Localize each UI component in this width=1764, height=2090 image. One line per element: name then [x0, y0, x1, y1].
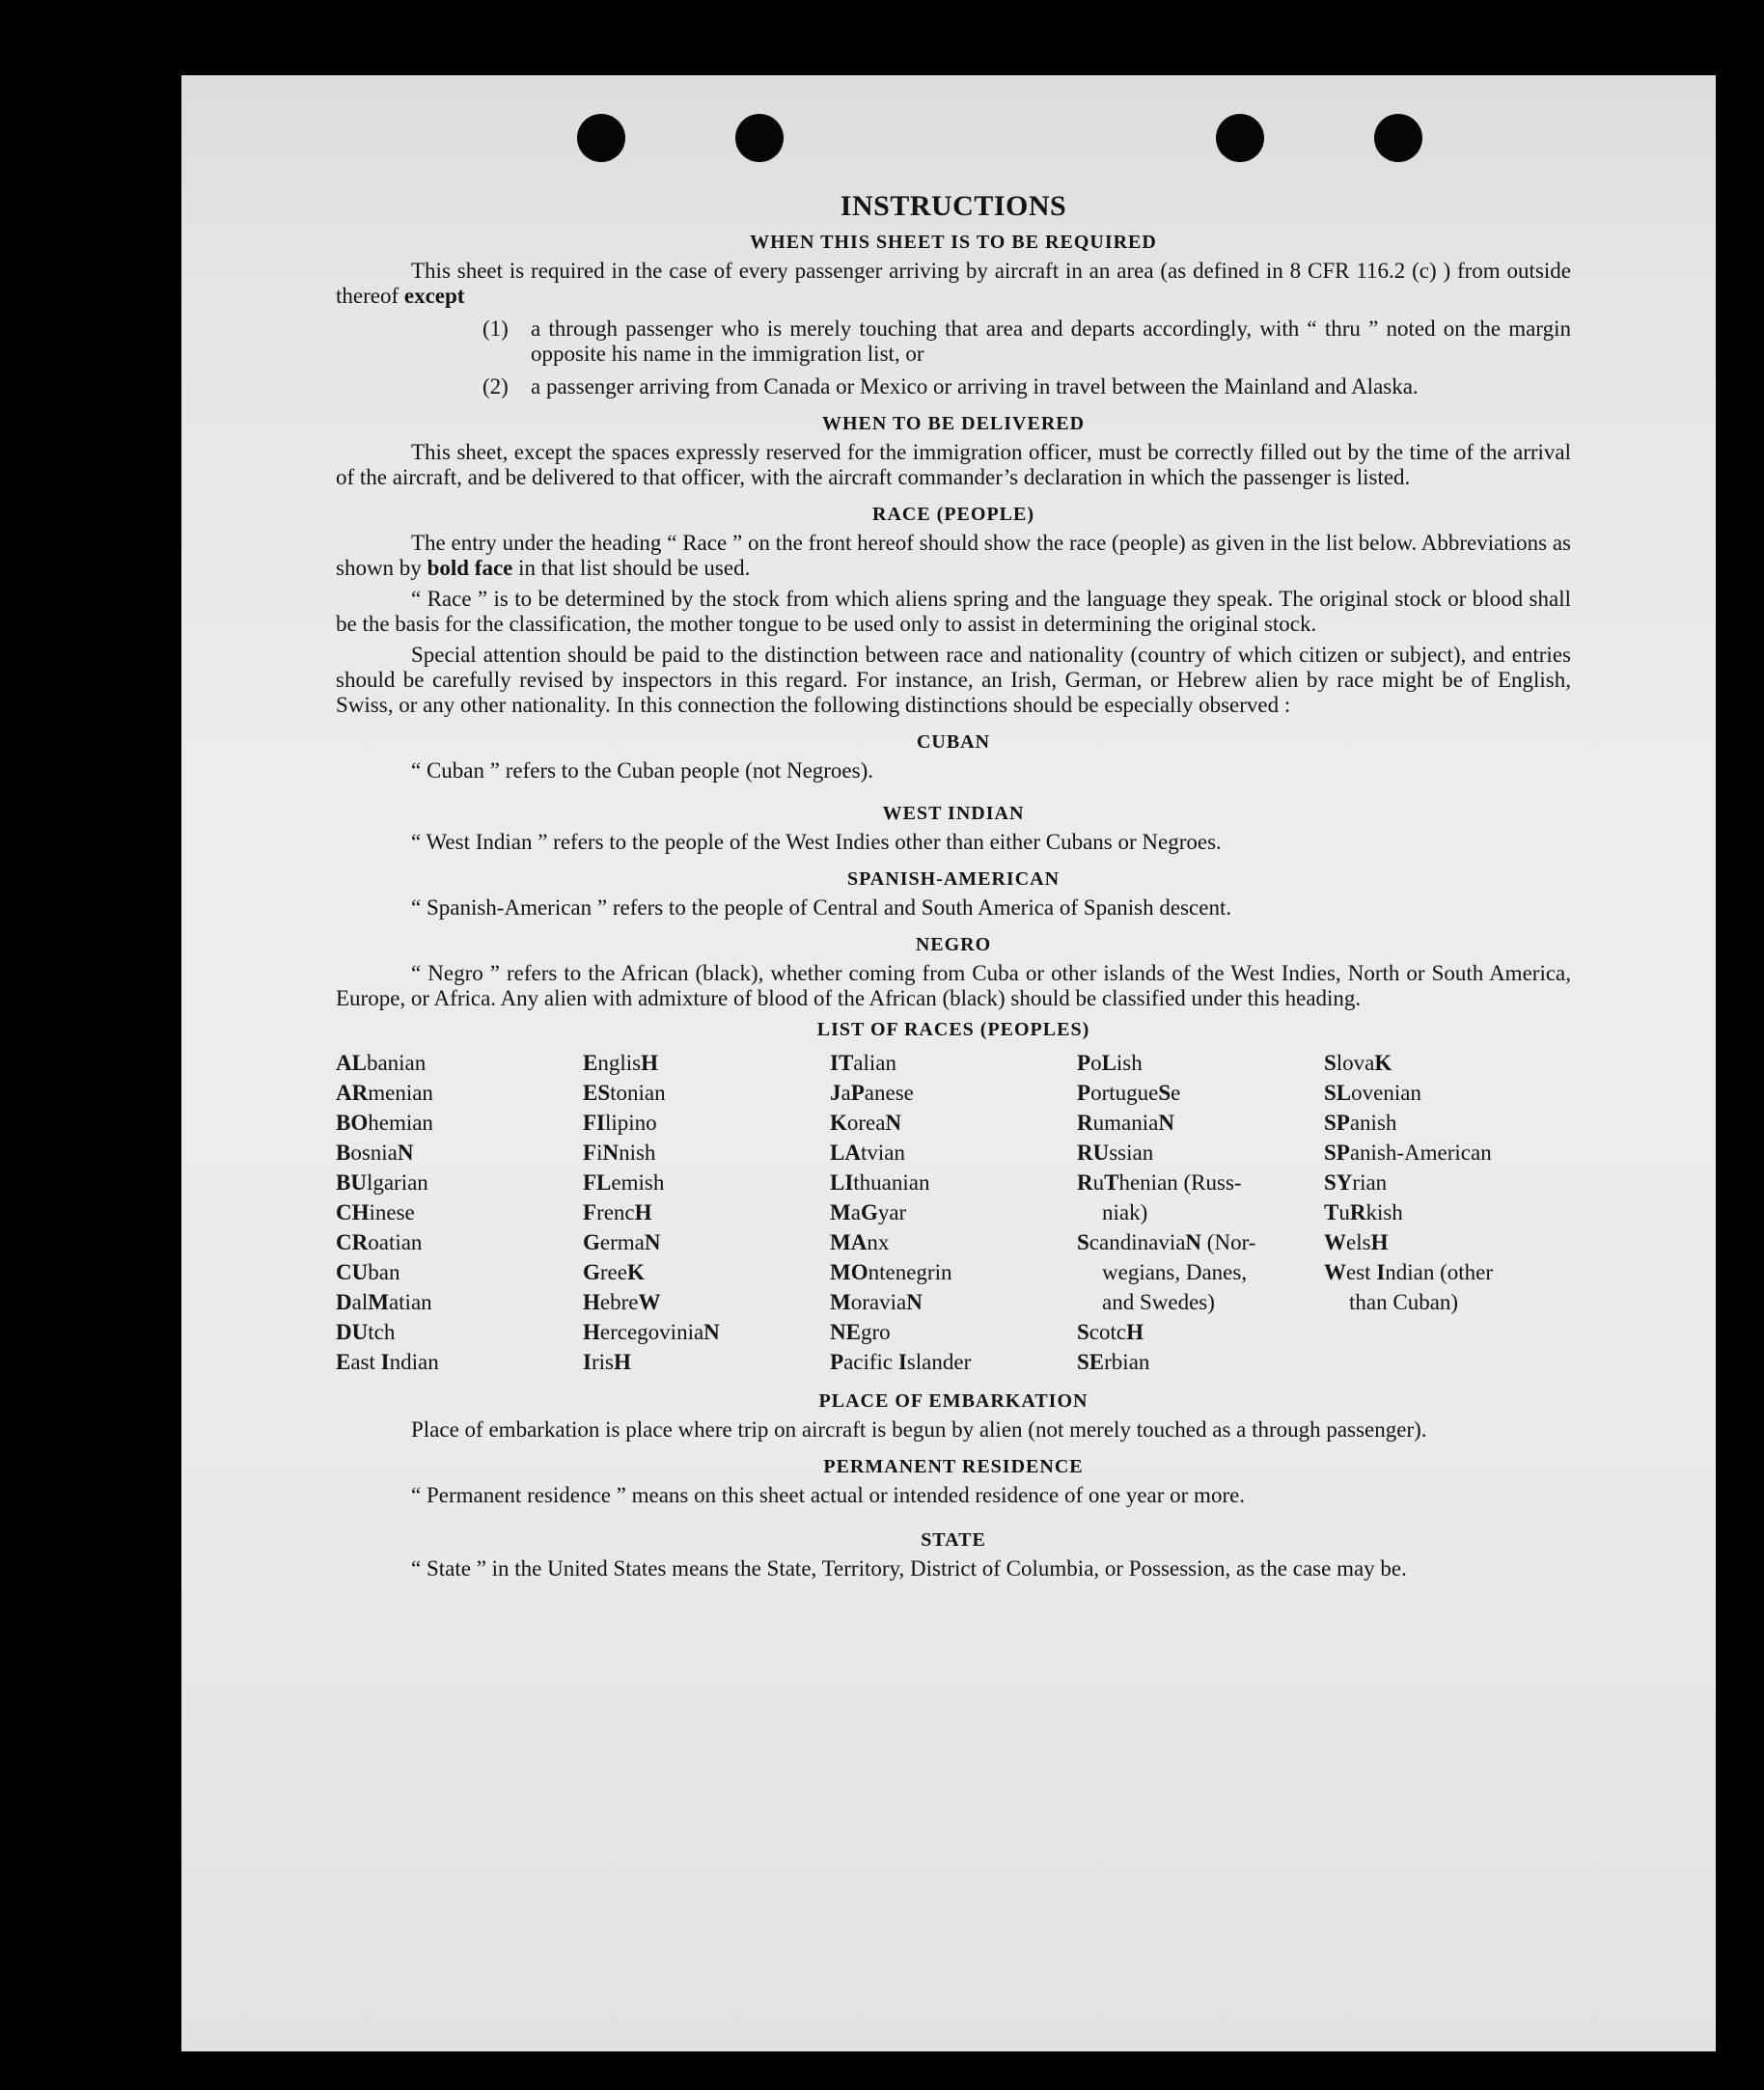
race-entry: TuRkish [1324, 1200, 1403, 1224]
negro-paragraph: “ Negro ” refers to the African (black), whether coming from Cuba or other islands of the West Indies, North or South America, Europe, or Africa. Any alien with admixture of blood of the African (black) should be classified under this heading. [336, 961, 1571, 1010]
cuban-paragraph: “ Cuban ” refers to the Cuban people (not Negroes). [411, 758, 874, 783]
punch-hole [1374, 114, 1422, 162]
race-entry: East Indian [336, 1350, 439, 1374]
race-column [1077, 1048, 1324, 1377]
page-title: INSTRUCTIONS [840, 190, 1067, 222]
race-entry: DalMatian [336, 1290, 432, 1314]
exception-item-1: (1) a through passenger who is merely touching that area and departs accordingly, with “ thru ” noted on the margin opposite his name in the immigration list, or [482, 316, 1571, 366]
race-entry: JaPanese [830, 1081, 914, 1105]
race-entry: RUssian [1077, 1141, 1154, 1165]
race-entry: EnglisH [583, 1051, 658, 1075]
race-entry: ITalian [830, 1051, 896, 1075]
race-entry: MaGyar [830, 1200, 907, 1224]
race-paragraph-1: The entry under the heading “ Race ” on the front hereof should show the race (people) as given in the list below. Abbreviations as shown by bold face in that list should be used. [336, 531, 1571, 580]
instructions-content [336, 189, 1571, 1581]
punch-hole [1216, 114, 1264, 162]
race-entry: NEgro [830, 1320, 891, 1344]
race-entry: FLemish [583, 1170, 665, 1195]
state-paragraph: “ State ” in the United States means the State, Territory, District of Columbia, or Possession, as the case may be. [411, 1556, 1407, 1581]
race-entry: SYrian [1324, 1170, 1388, 1195]
race-column [830, 1048, 1077, 1377]
race-entry: MOntenegrin [830, 1260, 952, 1284]
race-entry: IrisH [583, 1350, 631, 1374]
heading-spanish-american: SPANISH-AMERICAN [846, 868, 1061, 890]
punch-hole [577, 114, 625, 162]
race-entry: EStonian [583, 1081, 666, 1105]
west-indian-paragraph: “ West Indian ” refers to the people of the West Indies other than either Cubans or Negroes. [411, 830, 1222, 854]
race-entry: SlovaK [1324, 1051, 1392, 1075]
race-entry: SErbian [1077, 1350, 1150, 1374]
race-entry: CHinese [336, 1200, 415, 1224]
race-entry: PortugueSe [1077, 1081, 1181, 1105]
race-entry: West Indian (other [1324, 1260, 1494, 1284]
heading-permanent-residence: PERMANENT RESIDENCE [823, 1456, 1084, 1477]
race-entry: ARmenian [336, 1081, 433, 1105]
race-entry: HebreW [583, 1290, 661, 1314]
race-entry: BOhemian [336, 1111, 433, 1135]
race-entry: HercegoviniaN [583, 1320, 720, 1344]
race-entry: ScotcH [1077, 1320, 1144, 1344]
race-entry: KoreaN [830, 1111, 902, 1135]
document-page [181, 75, 1716, 2051]
race-entry: MAnx [830, 1230, 890, 1254]
heading-negro: NEGRO [915, 934, 992, 955]
race-entry: ALbanian [336, 1051, 427, 1075]
race-paragraph-3: Special attention should be paid to the distinction between race and nationality (country of which citizen or subject), and entries should be carefully revised by inspectors in this regard. For instance, an Irish, German, or Hebrew alien by race might be of English, Swiss, or any other nationality. In this connection the following distinctions should be especially observed : [336, 643, 1571, 717]
punch-hole [735, 114, 784, 162]
race-entry: WelsH [1324, 1230, 1389, 1254]
race-entry: ScandinaviaN (Nor- [1077, 1230, 1256, 1254]
race-entry: SPanish-American [1324, 1141, 1492, 1165]
race-entry: Pacific Islander [830, 1350, 972, 1374]
race-entry-continuation: than Cuban) [1349, 1290, 1459, 1314]
race-entry: LIthuanian [830, 1170, 930, 1195]
heading-west-indian: WEST INDIAN [882, 803, 1025, 824]
race-entry: LAtvian [830, 1141, 905, 1165]
race-entry: CRoatian [336, 1230, 423, 1254]
embarkation-paragraph: Place of embarkation is place where trip on aircraft is begun by alien (not merely touched as a through passenger). [411, 1417, 1427, 1442]
race-paragraph-2: “ Race ” is to be determined by the stock from which aliens spring and the language they speak. The original stock or blood shall be the basis for the classification, the mother tongue to be used only to assist in determining the original stock. [336, 587, 1571, 636]
delivered-paragraph: This sheet, except the spaces expressly reserved for the immigration officer, must be correctly filled out by the time of the arrival of the aircraft, and be delivered to that officer, with the aircraft commander’s declaration in which the passenger is listed. [336, 440, 1571, 489]
heading-delivered: WHEN TO BE DELIVERED [821, 413, 1086, 434]
race-column [336, 1048, 583, 1377]
race-list [336, 1048, 1571, 1377]
race-entry: MoraviaN [830, 1290, 923, 1314]
race-column [1324, 1048, 1571, 1377]
race-entry-continuation: niak) [1102, 1200, 1148, 1224]
heading-embarkation: PLACE OF EMBARKATION [818, 1390, 1089, 1412]
race-entry: FrencH [583, 1200, 652, 1224]
race-entry: FiNnish [583, 1141, 656, 1165]
race-column [583, 1048, 830, 1377]
race-entry: FIlipino [583, 1111, 657, 1135]
race-entry: GreeK [583, 1260, 645, 1284]
residence-paragraph: “ Permanent residence ” means on this sheet actual or intended residence of one year or more. [411, 1483, 1246, 1507]
heading-state: STATE [921, 1529, 986, 1551]
race-entry: DUtch [336, 1320, 396, 1344]
heading-required: WHEN THIS SHEET IS TO BE REQUIRED [750, 232, 1157, 253]
heading-list-of-races: LIST OF RACES (PEOPLES) [816, 1019, 1090, 1040]
heading-cuban: CUBAN [916, 731, 991, 753]
race-entry: BUlgarian [336, 1170, 428, 1195]
race-entry: RuThenian (Russ- [1077, 1170, 1242, 1195]
race-entry: GermaN [583, 1230, 661, 1254]
race-entry: BosniaN [336, 1141, 414, 1165]
race-entry-continuation: wegians, Danes, [1102, 1260, 1248, 1284]
race-entry: SPanish [1324, 1111, 1397, 1135]
spanish-american-paragraph: “ Spanish-American ” refers to the people of Central and South America of Spanish descent. [411, 895, 1232, 920]
race-entry: SLovenian [1324, 1081, 1421, 1105]
race-entry: RumaniaN [1077, 1111, 1174, 1135]
required-paragraph: This sheet is required in the case of every passenger arriving by aircraft in an area (as defined in 8 CFR 116.2 (c) ) from outside thereof except [336, 259, 1571, 308]
race-entry-continuation: and Swedes) [1102, 1290, 1215, 1314]
heading-race: RACE (PEOPLE) [872, 504, 1034, 525]
exception-item-2: (2) a passenger arriving from Canada or Mexico or arriving in travel between the Mainland and Alaska. [482, 374, 1419, 399]
race-entry: CUban [336, 1260, 400, 1284]
race-entry: PoLish [1077, 1051, 1143, 1075]
